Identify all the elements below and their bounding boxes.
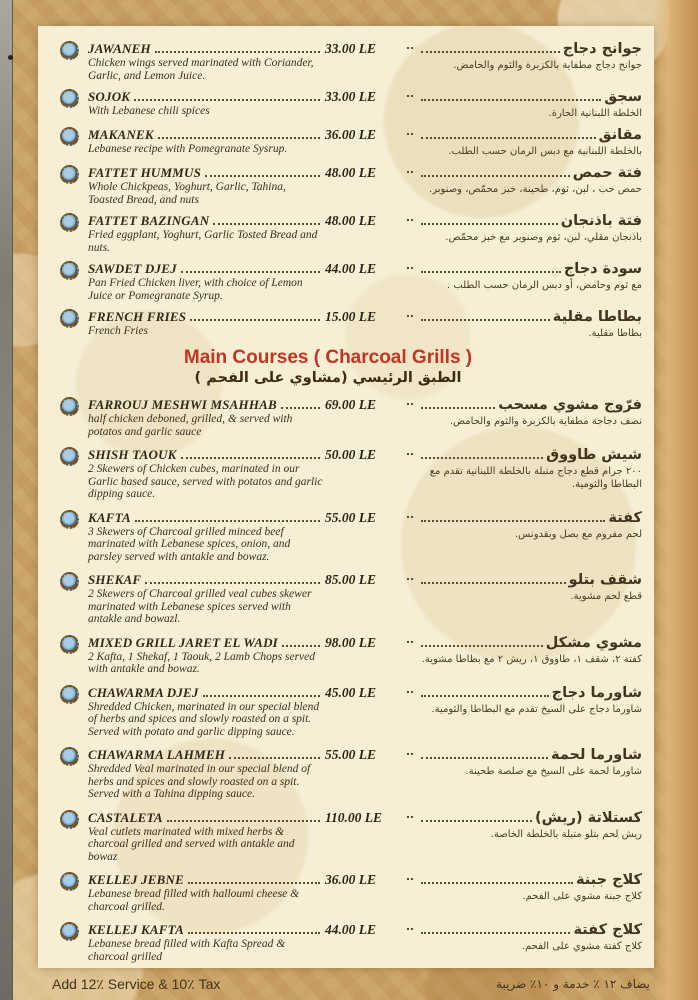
dotted-leader [407, 219, 413, 221]
item-name-ar: جوانح دجاج [562, 41, 642, 57]
dotted-leader [407, 315, 413, 317]
mid-leader-col [403, 810, 417, 818]
item-description-en: Whole Chickpeas, Yoghurt, Garlic, Tahina, Toasted Bread, and nuts [88, 181, 286, 206]
mid-leader-col [403, 922, 417, 930]
item-name-ar: شيش طاووق [546, 447, 642, 463]
service-tax-note-ar: يضاف ١٢ ٪ خدمة و ١٠٪ ضريبة [496, 977, 650, 991]
dotted-leader [407, 95, 413, 97]
item-description-ar: ريش لحم بتلو متبلة بالخلطة الخاصة. [490, 828, 642, 840]
item-name-ar: فتة حمص [572, 165, 642, 181]
menu-item-row [54, 447, 642, 501]
item-name-ar: بطاطا مقلية [552, 309, 642, 325]
item-name-ar: سجق [604, 89, 642, 105]
item-name-en: JAWANEH [88, 41, 151, 56]
item-description-ar: لحم مفروم مع بصل وبقدونس. [515, 528, 642, 540]
item-price: 48.00 LE [325, 165, 377, 180]
mid-leader-col [403, 213, 417, 221]
item-description-ar: مع ثوم وحامض، أو دبس الرمان حسب الطلب . [446, 280, 642, 291]
menu-item-row [54, 41, 642, 82]
item-name-en: CHAWARMA LAHMEH [88, 747, 226, 762]
item-name-en: MIXED GRILL JARET EL WADI [88, 634, 278, 650]
item-description-en: 2 Skewers of Charcoal grilled veal cubes skewer marinated with Lebanese spices served with antakle and bowazl. [88, 588, 312, 625]
dotted-leader [421, 582, 566, 584]
item-arabic-block [417, 685, 642, 716]
item-price: 44.00 LE [325, 261, 377, 276]
section-header [54, 347, 602, 388]
item-name-en: SHEKAF [88, 572, 142, 587]
item-arabic-block [417, 309, 642, 340]
dotted-leader [188, 932, 320, 934]
item-description-ar: قطع لحم مشوية. [570, 591, 642, 602]
item-description-en: 2 Kafta, 1 Shekaf, 1 Taouk, 2 Lamb Chops served with antakle and bowaz. [88, 650, 316, 675]
restaurant-seal-icon [60, 635, 79, 654]
item-name-ar: مشوي مشكل [545, 634, 642, 651]
item-description-en: Chicken wings served marinated with Coriander, Garlic, and Lemon Juice. [88, 57, 314, 82]
item-description-ar: ٢٠٠ جرام قطع دجاج متبلة بالخلطة اللبنانية تقدم مع البطاطا والثومية. [429, 466, 642, 490]
item-english-block [88, 872, 323, 913]
item-price: 85.00 LE [325, 572, 377, 587]
item-description-en: 3 Skewers of Charcoal grilled minced beef marinated with Lebanese spices, onion, and parsley served with antakle and bowaz. [88, 525, 291, 563]
mid-leader-col [403, 309, 417, 317]
dotted-leader [407, 133, 413, 135]
item-english-block [88, 635, 323, 676]
item-price: 50.00 LE [325, 447, 377, 462]
dotted-leader [188, 882, 320, 884]
item-description-en: Lebanese bread filled with halloumi cheese & charcoal grilled. [88, 888, 300, 913]
item-name-en: SHISH TAOUK [88, 447, 177, 462]
mid-leader-col [403, 261, 417, 269]
restaurant-seal-icon [60, 572, 79, 591]
item-description-en: half chicken deboned, grilled, & served with potatos and garlic sauce [88, 413, 293, 438]
page-border-ornament [653, 0, 698, 1000]
item-english-block [88, 89, 323, 118]
item-english-block [88, 572, 323, 626]
mid-leader-col [403, 89, 417, 97]
dotted-leader [421, 407, 495, 409]
menu-item-row [54, 810, 642, 864]
dotted-leader [158, 137, 320, 139]
section-title-en: Main Courses ( Charcoal Grills ) [183, 347, 473, 368]
item-english-block [88, 447, 323, 501]
item-english-block [88, 685, 323, 739]
mid-leader-col [403, 747, 417, 755]
dotted-leader [407, 878, 413, 880]
item-price: 55.00 LE [325, 509, 377, 525]
item-english-block [88, 41, 323, 82]
item-name-en: KAFTA [88, 509, 131, 525]
mid-leader-col [403, 127, 417, 135]
item-description-ar: كفتة ٢، شقف ١، طاووق ١، ريش ٢ مع بطاطا مشوية. [421, 653, 642, 665]
menu-item-row [54, 261, 642, 302]
dotted-leader [281, 407, 320, 409]
item-arabic-block [417, 872, 642, 903]
dotted-leader [421, 820, 532, 822]
item-price: 98.00 LE [325, 634, 377, 650]
item-arabic-block [417, 213, 642, 244]
restaurant-seal-icon [60, 922, 79, 941]
item-name-en: KELLEJ JEBNE [88, 872, 184, 887]
dotted-leader [407, 516, 413, 518]
dotted-leader [421, 645, 543, 647]
item-price: 36.00 LE [325, 127, 377, 142]
mid-leader-col [403, 165, 417, 173]
item-arabic-block [417, 572, 642, 603]
item-arabic-block [417, 261, 642, 292]
item-price: 45.00 LE [325, 684, 377, 700]
mid-leader-col [403, 447, 417, 455]
item-english-block [88, 213, 323, 254]
item-description-ar: كلاج كفتة مشوي على الفحم. [521, 941, 642, 952]
item-arabic-block [417, 165, 642, 196]
item-name-ar: كلاج كفتة [573, 922, 642, 938]
item-english-block [88, 165, 323, 206]
item-description-en: Veal cutlets marinated with mixed herbs & charcoal grilled and served with antakle and bowaz [88, 825, 295, 863]
mid-leader-col [403, 685, 417, 693]
menu-sections [54, 41, 642, 963]
item-arabic-block [417, 89, 642, 120]
item-arabic-block [417, 447, 642, 491]
dotted-leader [282, 645, 320, 647]
mid-leader-col [403, 635, 417, 643]
item-description-en: Pan Fried Chicken liver, with choice of Lemon Juice or Pomegranate Syrup. [88, 277, 303, 302]
item-english-block [88, 127, 323, 156]
menu-item-row [54, 922, 642, 963]
dotted-leader [421, 932, 570, 934]
dotted-leader [135, 520, 320, 522]
dotted-leader [421, 882, 573, 884]
item-price: 69.00 LE [325, 397, 377, 412]
mid-leader-col [403, 572, 417, 580]
restaurant-seal-icon [60, 747, 79, 766]
restaurant-seal-icon [60, 261, 79, 280]
mid-leader-col [403, 872, 417, 880]
mid-leader-col [403, 41, 417, 49]
restaurant-seal-icon [60, 89, 79, 108]
item-description-en: Lebanese bread filled with Kafta Spread & charcoal grilled [88, 938, 286, 963]
dotted-leader [421, 223, 558, 225]
item-price: 36.00 LE [325, 872, 377, 887]
item-description-ar: شاورما دجاج على السيخ تقدم مع البطاطا والثومية. [431, 703, 642, 715]
item-description-ar: باذنجان مقلي، لبن، ثوم وصنوبر مع خبز محمّص. [445, 232, 642, 243]
dotted-leader [421, 457, 543, 459]
dotted-leader [407, 753, 413, 755]
item-price: 15.00 LE [325, 309, 377, 324]
item-name-ar: كفتة [608, 509, 642, 526]
mid-leader-col [403, 397, 417, 405]
dotted-leader [145, 582, 320, 584]
menu-item-row [54, 309, 642, 340]
item-description-en: Fried eggplant, Yoghurt, Garlic Tosted Bread and nuts. [88, 229, 318, 254]
item-arabic-block [417, 747, 642, 778]
menu-item-row [54, 165, 642, 206]
dotted-leader [407, 691, 413, 693]
section-title-ar: الطبق الرئيسي (مشاوي على الفحم ) [194, 370, 462, 386]
restaurant-seal-icon [60, 685, 79, 704]
item-arabic-block [417, 510, 642, 541]
item-name-ar: فتة باذنجان [560, 213, 642, 229]
item-description-ar: نصف دجاجة مطفاية بالكزبرة والثوم والحامض. [449, 416, 642, 427]
menu-item-row [54, 572, 642, 626]
dotted-leader [407, 403, 413, 405]
item-description-en: 2 Skewers of Chicken cubes, marinated in our Garlic based sauce, served with potatos and garlic dipping sauce. [88, 463, 323, 500]
item-name-ar: كلاج جبنة [575, 872, 642, 888]
dotted-leader [407, 928, 413, 930]
scan-speck [8, 55, 13, 60]
item-name-en: SOJOK [88, 89, 131, 104]
menu-item-row [54, 127, 642, 158]
item-name-ar: كستلاتة (ريش) [535, 809, 642, 826]
dotted-leader [421, 51, 560, 53]
item-name-ar: فرّوج مشوي مسحب [498, 397, 642, 413]
menu-footer [38, 972, 678, 996]
restaurant-seal-icon [60, 165, 79, 184]
dotted-leader [190, 319, 320, 321]
item-name-en: CASTALETA [88, 809, 163, 825]
dotted-leader [421, 137, 596, 139]
item-english-block [88, 922, 323, 963]
item-description-ar: كلاج جبنة مشوي على الفحم. [522, 891, 642, 902]
menu-item-row [54, 872, 642, 913]
item-description-ar: بطاطا مقلية. [588, 328, 642, 339]
dotted-leader [407, 816, 413, 818]
dotted-leader [205, 175, 320, 177]
item-arabic-block [417, 397, 642, 428]
item-description-en: With Lebanese chili spices [88, 105, 210, 117]
item-name-en: SAWDET DJEJ [88, 261, 177, 276]
item-description-en: Shredded Veal marinated in our special blend of herbs and spices and slowly roasted on a spit. Served with a Tahina dipping sauce. [88, 763, 311, 800]
dotted-leader [421, 175, 570, 177]
item-name-ar: شاورما لحمة [551, 747, 642, 763]
restaurant-seal-icon [60, 510, 79, 529]
dotted-leader [134, 99, 320, 101]
menu-item-row [54, 397, 642, 438]
item-arabic-block [417, 922, 642, 953]
item-description-en: Shredded Chicken, marinated in our special blend of herbs and spices and slowly roasted on a spit. Served with potato and garlic dipping sauce. [88, 700, 320, 738]
mid-leader-col [403, 510, 417, 518]
item-name-ar: مقانق [598, 127, 642, 143]
dotted-leader [181, 271, 320, 273]
dotted-leader [407, 267, 413, 269]
restaurant-seal-icon [60, 397, 79, 416]
item-name-en: CHAWARMA DJEJ [88, 684, 199, 700]
restaurant-seal-icon [60, 127, 79, 146]
item-price: 110.00 LE [325, 809, 383, 825]
dotted-leader [407, 171, 413, 173]
menu-sheet [38, 26, 654, 968]
item-name-en: FRENCH FRIES [88, 309, 187, 324]
dotted-leader [203, 695, 320, 697]
item-english-block [88, 397, 323, 438]
dotted-leader [407, 453, 413, 455]
menu-item-row [54, 213, 642, 254]
dotted-leader [155, 51, 320, 53]
dotted-leader [407, 47, 413, 49]
dotted-leader [167, 820, 320, 822]
item-name-ar: شاورما دجاج [551, 684, 642, 701]
item-name-en: FARROUJ MESHWI MSAHHAB [88, 397, 277, 412]
item-arabic-block [417, 810, 642, 841]
item-description-ar: الخلطة اللبنانية الحارة. [548, 108, 642, 119]
item-description-en: French Fries [88, 325, 148, 337]
dotted-leader [421, 319, 550, 321]
item-english-block [88, 810, 323, 864]
item-english-block [88, 510, 323, 564]
item-price: 33.00 LE [325, 89, 377, 104]
dotted-leader [181, 457, 320, 459]
item-name-ar: شقف بتلو [568, 572, 642, 588]
item-description-ar: حمص حب ، لبن، ثوم، طحينة، خبز محمّص، وصنوبر. [429, 184, 642, 195]
item-name-en: FATTET HUMMUS [88, 165, 202, 180]
scanner-edge [0, 0, 13, 1000]
item-arabic-block [417, 127, 642, 158]
restaurant-seal-icon [60, 309, 79, 328]
item-description-en: Lebanese recipe with Pomegranate Sysrup. [88, 143, 288, 155]
dotted-leader [421, 757, 548, 759]
dotted-leader [421, 695, 549, 697]
dotted-leader [407, 578, 413, 580]
menu-item-row [54, 510, 642, 564]
item-arabic-block [417, 41, 642, 72]
dotted-leader [421, 271, 561, 273]
menu-item-row [54, 89, 642, 120]
item-name-en: MAKANEK [88, 127, 154, 142]
item-description-ar: جوانح دجاج مطفاية بالكزبرة والثوم والحامض. [453, 60, 642, 71]
item-price: 55.00 LE [325, 747, 377, 762]
item-name-ar: سودة دجاج [563, 261, 642, 277]
dotted-leader [213, 223, 320, 225]
menu-item-row [54, 747, 642, 801]
item-name-en: FATTET BAZINGAN [88, 213, 210, 228]
item-english-block [88, 309, 323, 338]
item-description-ar: بالخلطة اللبنانية مع دبس الرمان حسب الطلب. [448, 146, 642, 157]
restaurant-seal-icon [60, 810, 79, 829]
item-description-ar: شاورما لحمة على السيخ مع صلصة طحينة. [465, 766, 642, 777]
dotted-leader [229, 757, 320, 759]
restaurant-seal-icon [60, 41, 79, 60]
item-price: 44.00 LE [325, 922, 377, 937]
restaurant-seal-icon [60, 213, 79, 232]
item-price: 48.00 LE [325, 213, 377, 228]
menu-item-row [54, 685, 642, 739]
dotted-leader [421, 99, 601, 101]
item-price: 33.00 LE [325, 41, 377, 56]
restaurant-seal-icon [60, 872, 79, 891]
dotted-leader [407, 641, 413, 643]
menu-item-row [54, 635, 642, 676]
item-english-block [88, 261, 323, 302]
restaurant-seal-icon [60, 447, 79, 466]
item-name-en: KELLEJ KAFTA [88, 922, 184, 937]
item-english-block [88, 747, 323, 801]
service-tax-note-en: Add 12٪ Service & 10٪ Tax [52, 975, 221, 992]
dotted-leader [421, 520, 605, 522]
item-arabic-block [417, 635, 642, 666]
